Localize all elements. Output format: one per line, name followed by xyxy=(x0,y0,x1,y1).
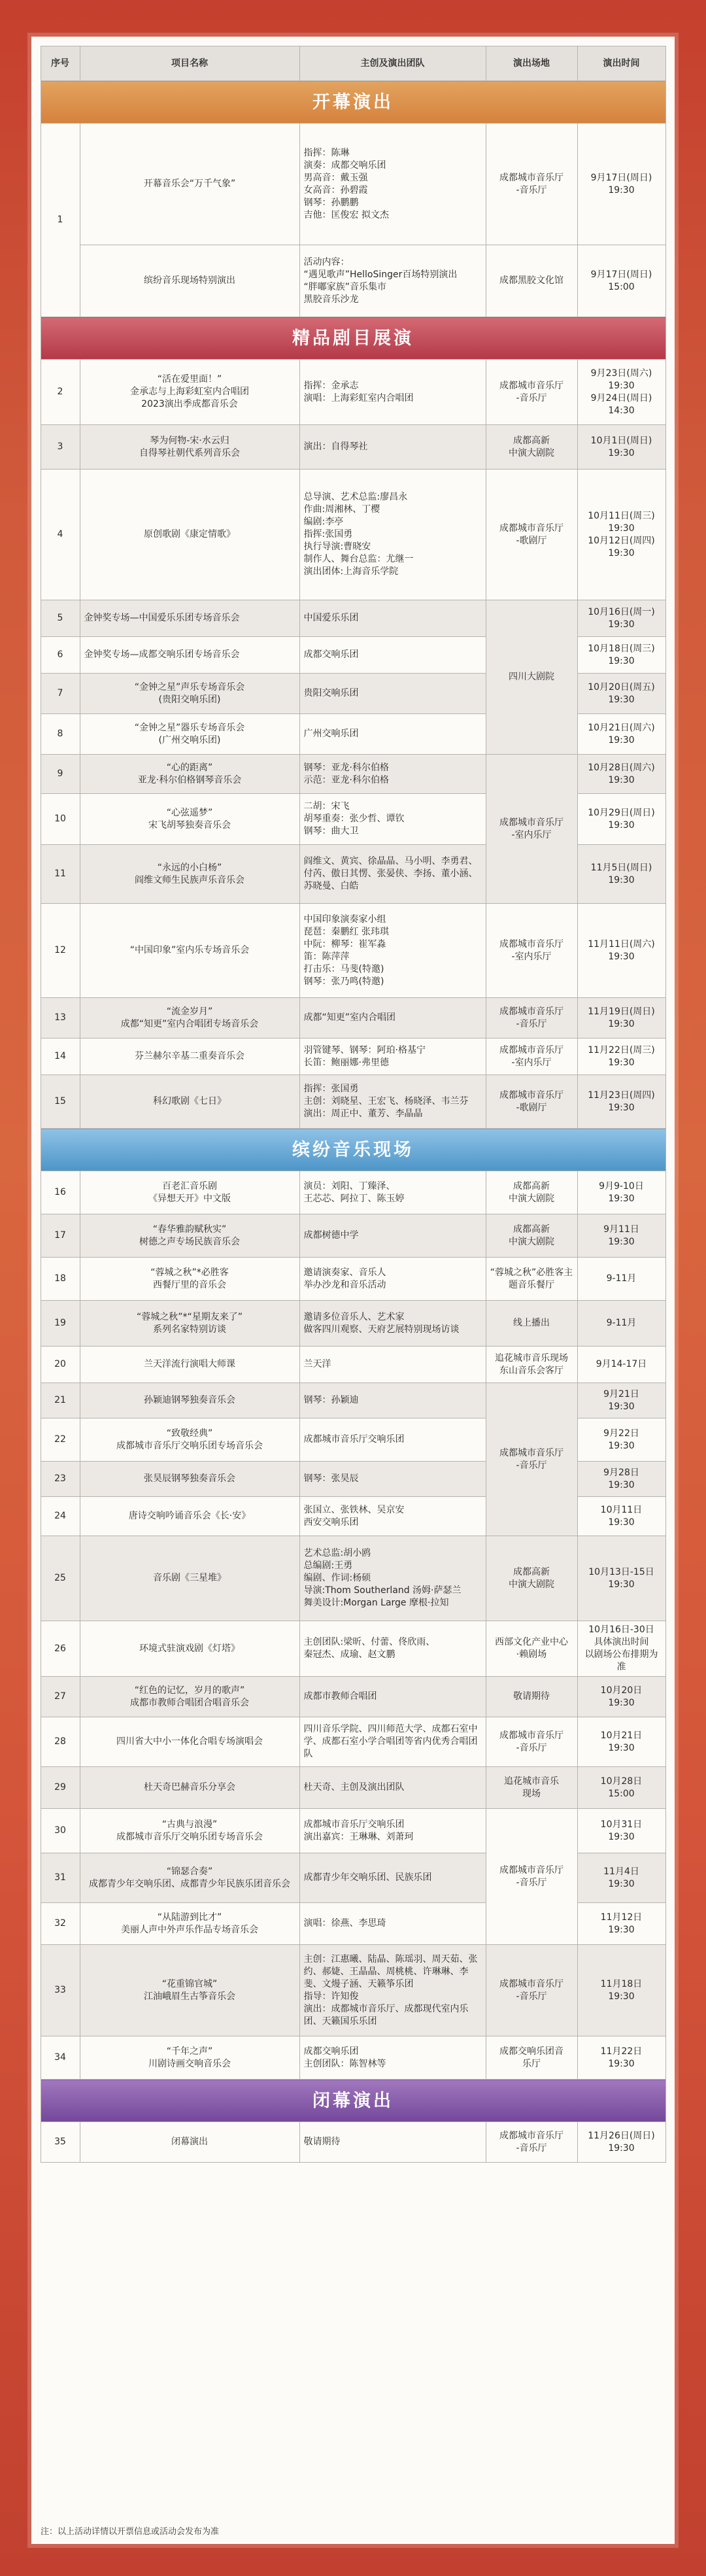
table-row xyxy=(41,360,665,425)
row-team: 杜天奇、主创及演出团队 xyxy=(299,1767,486,1809)
row-name: “锦瑟合奏” 成都青少年交响乐团、成都青少年民族乐团音乐会 xyxy=(80,1853,299,1903)
row-time: 10月21日 19:30 xyxy=(577,1717,665,1767)
table-row xyxy=(41,1536,665,1621)
row-time: 9月22日 19:30 xyxy=(577,1418,665,1462)
row-no: 25 xyxy=(41,1536,80,1621)
table-row xyxy=(41,998,665,1039)
row-team: 广州交响乐团 xyxy=(299,714,486,755)
table-row xyxy=(41,1621,665,1677)
row-time: 9月17日(周日) 15:00 xyxy=(577,245,665,317)
row-name: 原创歌剧《康定情歌》 xyxy=(80,470,299,600)
header-time: 演出时间 xyxy=(577,46,665,81)
row-name: 琴为何物-宋·水云归 自得琴社朝代系列音乐会 xyxy=(80,425,299,470)
table-row xyxy=(41,245,665,317)
row-no: 10 xyxy=(41,794,80,845)
row-no: 8 xyxy=(41,714,80,755)
row-team: 成都树德中学 xyxy=(299,1214,486,1258)
row-time: 10月13日-15日 19:30 xyxy=(577,1536,665,1621)
row-no: 17 xyxy=(41,1214,80,1258)
row-name: 芬兰赫尔辛基二重奏音乐会 xyxy=(80,1039,299,1075)
row-time: 9月23日(周六) 19:30 9月24日(周日) 14:30 xyxy=(577,360,665,425)
section-title: 闭幕演出 xyxy=(41,2080,665,2122)
row-name: “蓉城之秋”*必胜客 西餐厅里的音乐会 xyxy=(80,1258,299,1301)
row-team: 二胡：宋飞 胡琴重奏：张少哲、谭钦 钢琴：曲大卫 xyxy=(299,794,486,845)
row-no: 16 xyxy=(41,1171,80,1214)
row-venue: 四川大剧院 xyxy=(486,600,577,755)
row-venue: 成都城市音乐厅 -歌剧厅 xyxy=(486,1075,577,1129)
row-venue: 成都城市音乐厅 -歌剧厅 xyxy=(486,470,577,600)
header-team: 主创及演出团队 xyxy=(299,46,486,81)
row-venue: 成都城市音乐厅 -音乐厅 xyxy=(486,1945,577,2036)
row-name: 杜天奇巴赫音乐分享会 xyxy=(80,1767,299,1809)
row-venue: 成都高新 中演大剧院 xyxy=(486,1536,577,1621)
row-no: 26 xyxy=(41,1621,80,1677)
row-no: 29 xyxy=(41,1767,80,1809)
row-time: 11月19日(周日) 19:30 xyxy=(577,998,665,1039)
row-time: 11月12日 19:30 xyxy=(577,1903,665,1945)
row-no: 6 xyxy=(41,637,80,674)
row-team: 艺术总监:胡小鸥 总编剧:王勇 编剧、作词:杨硕 导演:Thom Southerland 汤姆·萨瑟兰 舞美设计:Morgan Large 摩根·拉知 xyxy=(299,1536,486,1621)
row-no: 14 xyxy=(41,1039,80,1075)
section-header-colorful xyxy=(41,1129,665,1171)
row-time: 10月28日 15:00 xyxy=(577,1767,665,1809)
row-name: “致敬经典” 成都城市音乐厅交响乐团专场音乐会 xyxy=(80,1418,299,1462)
row-team: 邀请演奏家、音乐人 举办沙龙和音乐活动 xyxy=(299,1258,486,1301)
row-team: 成都青少年交响乐团、民族乐团 xyxy=(299,1853,486,1903)
schedule-panel xyxy=(31,37,675,2544)
row-no: 5 xyxy=(41,600,80,637)
row-name: 四川省大中小一体化合唱专场演唱会 xyxy=(80,1717,299,1767)
row-team: 阎维文、黄宾、徐晶晶、马小明、李勇君、付芮、傲日其愣、张晏侠、李扬、董小涵、苏晓曼、白皓 xyxy=(299,845,486,904)
row-name: “千年之声” 川剧诗画交响音乐会 xyxy=(80,2036,299,2080)
row-name: “活在爱里面！” 金承志与上海彩虹室内合唱团 2023演出季成都音乐会 xyxy=(80,360,299,425)
row-name: “流金岁月” 成都“知更”室内合唱团专场音乐会 xyxy=(80,998,299,1039)
row-time: 9-11月 xyxy=(577,1301,665,1347)
row-no: 27 xyxy=(41,1677,80,1717)
row-no: 21 xyxy=(41,1383,80,1418)
row-team: 指挥：金承志 演唱：上海彩虹室内合唱团 xyxy=(299,360,486,425)
row-name: “金钟之星”声乐专场音乐会 (贵阳交响乐团) xyxy=(80,674,299,714)
row-name: “从陆游到比才” 美丽人声中外声乐作品专场音乐会 xyxy=(80,1903,299,1945)
table-header-row xyxy=(41,46,665,81)
section-header-featured xyxy=(41,317,665,360)
table-row xyxy=(41,1039,665,1075)
row-team: 演出：自得琴社 xyxy=(299,425,486,470)
row-no: 3 xyxy=(41,425,80,470)
table-row xyxy=(41,1214,665,1258)
row-no: 22 xyxy=(41,1418,80,1462)
row-no: 31 xyxy=(41,1853,80,1903)
row-venue: 西部文化产业中心 ·赖剧场 xyxy=(486,1621,577,1677)
row-name: “红色的记忆，岁月的歌声” 成都市教师合唱团合唱音乐会 xyxy=(80,1677,299,1717)
row-time: 9月11日 19:30 xyxy=(577,1214,665,1258)
row-time: 9月14-17日 xyxy=(577,1347,665,1383)
row-team: 总导演、艺术总监:廖昌永 作曲:周湘林、丁樱 编剧:李亭 指挥:张国勇 执行导演:曹晓安 制作人、舞台总监：尤继一 演出团体:上海音乐学院 xyxy=(299,470,486,600)
table-row xyxy=(41,1717,665,1767)
section-title: 开幕演出 xyxy=(41,81,665,124)
header-no: 序号 xyxy=(41,46,80,81)
section-title: 精品剧目展演 xyxy=(41,317,665,360)
table-row xyxy=(41,600,665,637)
table-row xyxy=(41,2122,665,2163)
row-time: 10月29日(周日) 19:30 xyxy=(577,794,665,845)
row-time: 10月18日(周三) 19:30 xyxy=(577,637,665,674)
row-team: 成都交响乐团 xyxy=(299,637,486,674)
table-row xyxy=(41,1171,665,1214)
row-venue: 追花城市音乐 现场 xyxy=(486,1767,577,1809)
row-venue: 成都城市音乐厅 -音乐厅 xyxy=(486,998,577,1039)
schedule-table xyxy=(41,46,666,2163)
row-no: 24 xyxy=(41,1497,80,1536)
row-venue: 成都高新 中演大剧院 xyxy=(486,1214,577,1258)
row-venue: 成都城市音乐厅 -音乐厅 xyxy=(486,360,577,425)
table-row xyxy=(41,904,665,998)
table-row xyxy=(41,2036,665,2080)
row-name: 金钟奖专场—中国爱乐乐团专场音乐会 xyxy=(80,600,299,637)
table-row xyxy=(41,1383,665,1418)
table-row xyxy=(41,1075,665,1129)
row-time: 11月26日(周日) 19:30 xyxy=(577,2122,665,2163)
row-time: 10月20日(周五) 19:30 xyxy=(577,674,665,714)
row-no: 7 xyxy=(41,674,80,714)
table-row xyxy=(41,1809,665,1853)
row-time: 10月20日 19:30 xyxy=(577,1677,665,1717)
row-team: 羽管键琴、钢琴：阿珀·格基宁 长笛：鲍丽娜·弗里德 xyxy=(299,1039,486,1075)
row-name: “中国印象”室内乐专场音乐会 xyxy=(80,904,299,998)
row-no: 32 xyxy=(41,1903,80,1945)
row-time: 10月11日(周三) 19:30 10月12日(周四) 19:30 xyxy=(577,470,665,600)
row-team: 中国印象演奏家小组 琵琶：秦鹏红 张玮琪 中阮：柳琴：崔军淼 笛：陈萍萍 打击乐：马斐(特邀) 钢琴：张乃鸣(特邀) xyxy=(299,904,486,998)
row-venue: 成都高新 中演大剧院 xyxy=(486,425,577,470)
row-team: 张国立、张铁林、吴京安 西安交响乐团 xyxy=(299,1497,486,1536)
row-name: “心的距离” 亚龙·科尔伯格钢琴音乐会 xyxy=(80,755,299,794)
row-name: “永远的小白杨” 阎维文师生民族声乐音乐会 xyxy=(80,845,299,904)
row-venue: 追花城市音乐现场 东山音乐会客厅 xyxy=(486,1347,577,1383)
row-no: 19 xyxy=(41,1301,80,1347)
row-name: “花重锦官城” 江油峨眉生古筝音乐会 xyxy=(80,1945,299,2036)
table-row xyxy=(41,470,665,600)
row-venue: 成都黑胶文化馆 xyxy=(486,245,577,317)
row-name: 科幻歌剧《七日》 xyxy=(80,1075,299,1129)
table-row xyxy=(41,1347,665,1383)
row-name: 百老汇音乐剧 《异想天开》中文版 xyxy=(80,1171,299,1214)
row-team: 活动内容： “遇见歌声”HelloSinger百场特别演出 “胖嘟家族”音乐集市 黑胶音乐沙龙 xyxy=(299,245,486,317)
table-row xyxy=(41,425,665,470)
row-no: 12 xyxy=(41,904,80,998)
row-team: 中国爱乐乐团 xyxy=(299,600,486,637)
row-name: 孙颖迪钢琴独奏音乐会 xyxy=(80,1383,299,1418)
row-name: 开幕音乐会“万千气象” xyxy=(80,124,299,245)
row-name: “春华雅韵赋秋实” 树德之声专场民族音乐会 xyxy=(80,1214,299,1258)
table-row xyxy=(41,1301,665,1347)
row-no: 23 xyxy=(41,1462,80,1497)
row-name: 缤纷音乐现场特别演出 xyxy=(80,245,299,317)
row-time: 9月21日 19:30 xyxy=(577,1383,665,1418)
row-no: 33 xyxy=(41,1945,80,2036)
table-row xyxy=(41,1945,665,2036)
row-team: 指挥：张国勇 主创：刘晓星、王宏飞、杨晓泽、韦兰芬 演出：周正中、董芳、李晶晶 xyxy=(299,1075,486,1129)
header-venue: 演出场地 xyxy=(486,46,577,81)
row-no: 15 xyxy=(41,1075,80,1129)
row-name: “古典与浪漫” 成都城市音乐厅交响乐团专场音乐会 xyxy=(80,1809,299,1853)
row-name: 金钟奖专场—成都交响乐团专场音乐会 xyxy=(80,637,299,674)
row-venue: 成都高新 中演大剧院 xyxy=(486,1171,577,1214)
row-venue: 线上播出 xyxy=(486,1301,577,1347)
row-time: 11月22日(周三) 19:30 xyxy=(577,1039,665,1075)
row-venue: 成都城市音乐厅 -音乐厅 xyxy=(486,1383,577,1536)
table-row xyxy=(41,1767,665,1809)
row-team: 成都“知更”室内合唱团 xyxy=(299,998,486,1039)
row-time: 11月22日 19:30 xyxy=(577,2036,665,2080)
row-team: 成都城市音乐厅交响乐团 xyxy=(299,1418,486,1462)
row-team: 成都交响乐团 主创团队：陈智林等 xyxy=(299,2036,486,2080)
row-team: 四川音乐学院、四川师范大学、成都石室中学、成都石室小学合唱团等省内优秀合唱团队 xyxy=(299,1717,486,1767)
row-team: 主创团队:梁昕、付蕾、佟欣雨、 秦冠杰、成瑜、赵文鹏 xyxy=(299,1621,486,1677)
row-team: 演唱：徐燕、李思琦 xyxy=(299,1903,486,1945)
row-name: 音乐剧《三星堆》 xyxy=(80,1536,299,1621)
row-team: 钢琴：张昊辰 xyxy=(299,1462,486,1497)
row-venue: 成都城市音乐厅 -室内乐厅 xyxy=(486,904,577,998)
row-time: 10月11日 19:30 xyxy=(577,1497,665,1536)
row-no: 28 xyxy=(41,1717,80,1767)
row-time: 9-11月 xyxy=(577,1258,665,1301)
table-row xyxy=(41,1677,665,1717)
row-time: 11月5日(周日) 19:30 xyxy=(577,845,665,904)
row-name: 兰天洋流行演唱大师课 xyxy=(80,1347,299,1383)
row-team: 兰天洋 xyxy=(299,1347,486,1383)
row-time: 10月16日-30日 具体演出时间 以剧场公布排期为准 xyxy=(577,1621,665,1677)
row-no: 9 xyxy=(41,755,80,794)
row-name: 环境式驻演戏剧《灯塔》 xyxy=(80,1621,299,1677)
row-team: 演员：刘阳、丁臻泽、 王芯芯、阿拉丁、陈玉婷 xyxy=(299,1171,486,1214)
row-team: 敬请期待 xyxy=(299,2122,486,2163)
row-time: 9月17日(周日) 19:30 xyxy=(577,124,665,245)
row-time: 11月23日(周四) 19:30 xyxy=(577,1075,665,1129)
row-venue: 敬请期待 xyxy=(486,1677,577,1717)
row-time: 10月16日(周一) 19:30 xyxy=(577,600,665,637)
row-no: 34 xyxy=(41,2036,80,2080)
row-time: 10月31日 19:30 xyxy=(577,1809,665,1853)
table-row xyxy=(41,1258,665,1301)
row-time: 11月4日 19:30 xyxy=(577,1853,665,1903)
row-no: 18 xyxy=(41,1258,80,1301)
row-no: 35 xyxy=(41,2122,80,2163)
row-team: 成都城市音乐厅交响乐团 演出嘉宾：王琳琳、刘萧珂 xyxy=(299,1809,486,1853)
row-name: 张昊辰钢琴独奏音乐会 xyxy=(80,1462,299,1497)
row-time: 11月18日 19:30 xyxy=(577,1945,665,2036)
row-no: 13 xyxy=(41,998,80,1039)
row-team: 贵阳交响乐团 xyxy=(299,674,486,714)
row-no: 4 xyxy=(41,470,80,600)
row-venue: 成都城市音乐厅 -音乐厅 xyxy=(486,124,577,245)
row-venue: 成都城市音乐厅 -室内乐厅 xyxy=(486,1039,577,1075)
row-name: 闭幕演出 xyxy=(80,2122,299,2163)
row-team: 成都市教师合唱团 xyxy=(299,1677,486,1717)
row-time: 10月28日(周六) 19:30 xyxy=(577,755,665,794)
row-name: “心弦遥梦” 宋飞胡琴独奏音乐会 xyxy=(80,794,299,845)
row-team: 主创：江惠曦、陆晶、陈瑶羽、周天茹、张约、郝婕、王晶晶、周桃桃、许琳琳、李斐、文熳子涵、天籁筝乐团 指导：许知俊 演出：成都城市音乐厅、成都现代室内乐团、天籁国乐乐团 xyxy=(299,1945,486,2036)
row-team: 钢琴：孙颖迪 xyxy=(299,1383,486,1418)
row-time: 11月11日(周六) 19:30 xyxy=(577,904,665,998)
row-name: “金钟之星”器乐专场音乐会 (广州交响乐团) xyxy=(80,714,299,755)
row-venue: “蓉城之秋”必胜客主题音乐餐厅 xyxy=(486,1258,577,1301)
row-no: 20 xyxy=(41,1347,80,1383)
row-time: 9月28日 19:30 xyxy=(577,1462,665,1497)
row-team: 钢琴：亚龙·科尔伯格 示范：亚龙·科尔伯格 xyxy=(299,755,486,794)
row-no: 30 xyxy=(41,1809,80,1853)
header-name: 项目名称 xyxy=(80,46,299,81)
row-time: 10月21日(周六) 19:30 xyxy=(577,714,665,755)
row-name: “蓉城之秋”*“星期友来了” 系列名家特别访谈 xyxy=(80,1301,299,1347)
row-venue: 成都城市音乐厅 -室内乐厅 xyxy=(486,755,577,904)
row-venue: 成都城市音乐厅 -音乐厅 xyxy=(486,1717,577,1767)
section-title: 缤纷音乐现场 xyxy=(41,1129,665,1171)
section-header-closing xyxy=(41,2080,665,2122)
row-team: 邀请多位音乐人、艺术家 做客四川观察、天府艺展特别现场访谈 xyxy=(299,1301,486,1347)
table-row xyxy=(41,124,665,245)
row-venue: 成都城市音乐厅 -音乐厅 xyxy=(486,1809,577,1945)
row-time: 9月9-10日 19:30 xyxy=(577,1171,665,1214)
row-time: 10月1日(周日) 19:30 xyxy=(577,425,665,470)
table-body xyxy=(41,81,665,2163)
row-team: 指挥：陈琳 演奏：成都交响乐团 男高音：戴玉强 女高音：孙碧霞 钢琴：孙鹏鹏 吉他：匡俊宏 拟文杰 xyxy=(299,124,486,245)
row-no: 1 xyxy=(41,124,80,317)
row-venue: 成都城市音乐厅 -音乐厅 xyxy=(486,2122,577,2163)
footnote: 注：以上活动详情以开票信息或活动会发布为准 xyxy=(41,2527,220,2537)
row-no: 11 xyxy=(41,845,80,904)
row-name: 唐诗交响吟诵音乐会《长·安》 xyxy=(80,1497,299,1536)
table-row xyxy=(41,755,665,794)
section-header-opening xyxy=(41,81,665,124)
row-venue: 成都交响乐团音 乐厅 xyxy=(486,2036,577,2080)
row-no: 2 xyxy=(41,360,80,425)
